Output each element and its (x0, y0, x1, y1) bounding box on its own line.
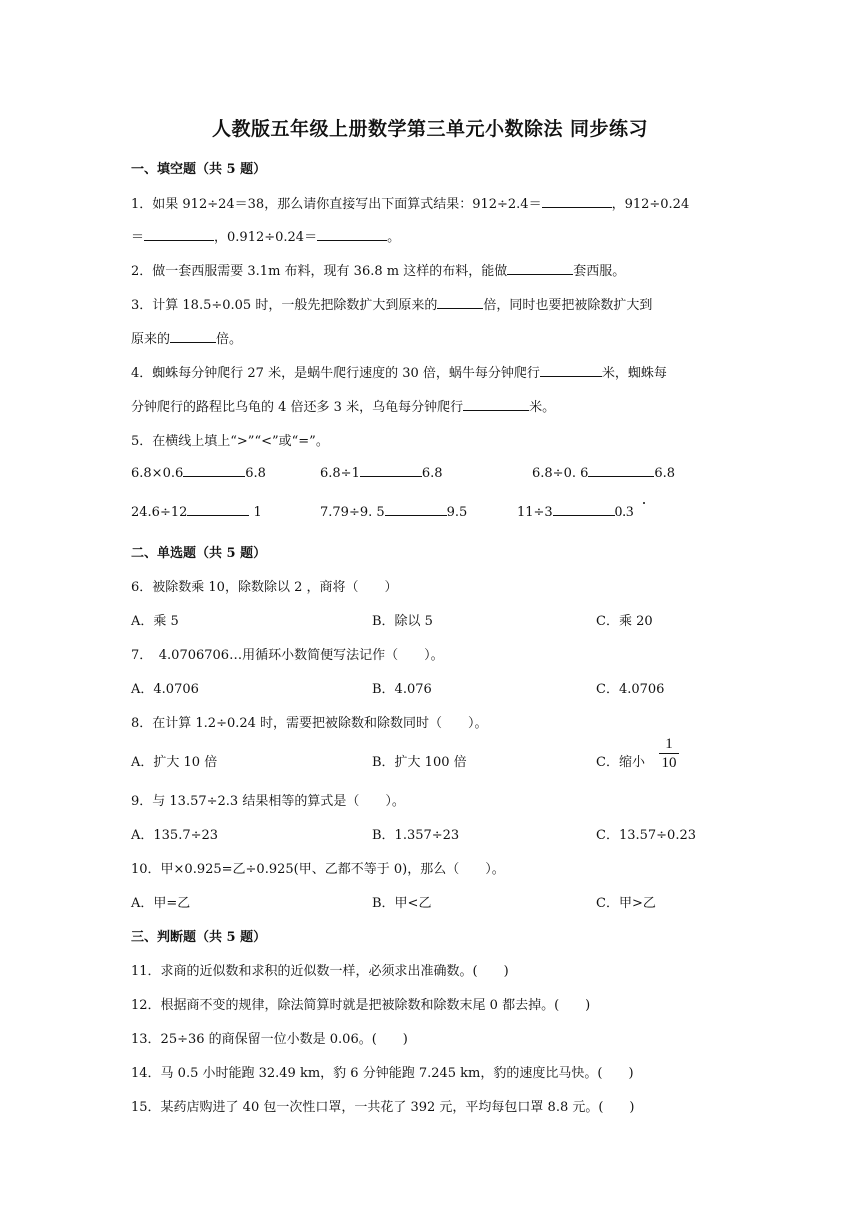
question-5-intro: 5．在横线上填上“>”“<”或“=”。 (131, 434, 329, 449)
question-11: 11．求商的近似数和求积的近似数一样，必须求出准确数。( ) (131, 964, 509, 979)
fraction-numerator: 1 (665, 736, 673, 752)
q1-text-b: ，912÷0.24 (611, 197, 690, 212)
question-14: 14．马 0.5 小时能跑 32.49 km，豹 6 分钟能跑 7.245 km，豹的速度比马快。( ) (131, 1066, 634, 1081)
answer-blank[interactable] (317, 228, 387, 241)
option-a[interactable]: A．甲=乙 (131, 896, 191, 911)
fraction-bar (659, 753, 679, 754)
compare-item (131, 503, 262, 520)
compare-right: 6.8 (421, 466, 443, 481)
option-c[interactable]: C．13.57÷0.23 (596, 828, 697, 843)
compare-right: 6.8 (654, 466, 676, 481)
option-b[interactable]: B．4.076 (372, 682, 432, 697)
option-c[interactable]: C．缩小 (596, 755, 645, 770)
answer-blank[interactable] (385, 503, 447, 516)
repeating-dot (643, 502, 645, 504)
question-15: 15．某药店购进了 40 包一次性口罩，一共花了 392 元，平均每包口罩 8.8 元。( ) (131, 1100, 635, 1115)
compare-left: 6.8÷1 (320, 466, 360, 481)
option-b[interactable]: B．甲<乙 (372, 896, 432, 911)
compare-left: 24.6÷12 (131, 505, 188, 520)
option-b[interactable]: B．除以 5 (372, 614, 433, 629)
compare-item (532, 464, 675, 481)
section-heading-fill: 一、填空题（共 5 题） (131, 162, 267, 177)
section-heading-choice: 二、单选题（共 5 题） (131, 546, 267, 561)
q1-text-d: ，0.912÷0.24＝ (214, 230, 318, 245)
q3-text-b: 倍，同时也要把被除数扩大到 (483, 298, 653, 313)
answer-blank[interactable] (170, 330, 216, 343)
fraction-one-tenth (659, 736, 679, 771)
answer-blank[interactable] (437, 296, 483, 309)
answer-blank[interactable] (187, 503, 249, 516)
option-a[interactable]: A．扩大 10 倍 (131, 755, 218, 770)
option-b[interactable]: B．1.357÷23 (372, 828, 460, 843)
page-title: 人教版五年级上册数学第三单元小数除法 同步练习 (211, 118, 649, 140)
option-c[interactable]: C．乘 20 (596, 614, 653, 629)
question-6: 6．被除数乘 10，除数除以 2 ，商将（ ） (131, 580, 398, 595)
compare-right: 1 (249, 505, 262, 520)
answer-blank[interactable] (463, 398, 529, 411)
q1-text-c: ＝ (131, 230, 145, 245)
compare-item (320, 464, 443, 481)
q2-text-a: 2．做一套西服需要 3.1m 布料，现有 36.8 m 这样的布料，能做 (131, 264, 508, 279)
option-a[interactable]: A．135.7÷23 (131, 828, 219, 843)
answer-blank[interactable] (507, 262, 573, 275)
option-b[interactable]: B．扩大 100 倍 (372, 755, 467, 770)
compare-right: 6.8 (245, 466, 266, 481)
question-4-line-2 (131, 396, 555, 415)
compare-item (517, 503, 633, 521)
question-3-line-1 (131, 294, 652, 313)
q4-text-d: 米。 (529, 400, 556, 415)
question-10: 10．甲×0.925=乙÷0.925(甲、乙都不等于 0)，那么（ ）。 (131, 862, 505, 877)
answer-blank[interactable] (553, 503, 615, 516)
option-c[interactable]: C．甲>乙 (596, 896, 656, 911)
q1-text-e: 。 (387, 230, 401, 245)
question-4-line-1 (131, 362, 667, 381)
q4-text-c: 分钟爬行的路程比乌龟的 4 倍还多 3 米，乌龟每分钟爬行 (131, 400, 464, 415)
compare-left: 6.8×0.6 (131, 466, 184, 481)
compare-item (320, 503, 467, 520)
q3-text-c: 原来的 (131, 332, 171, 347)
answer-blank[interactable] (542, 195, 612, 208)
option-a[interactable]: A．4.0706 (131, 682, 199, 697)
compare-right: 9.5 (446, 505, 468, 520)
q4-text-b: 米，蜘蛛每 (601, 366, 667, 381)
question-9: 9．与 13.57÷2.3 结果相等的算式是（ ）。 (131, 794, 405, 809)
repeating-decimal: 0.3 (614, 504, 634, 520)
question-13: 13．25÷36 的商保留一位小数是 0.06。( ) (131, 1032, 408, 1047)
answer-blank[interactable] (588, 464, 654, 477)
question-8: 8．在计算 1.2÷0.24 时，需要把被除数和除数同时（ ）。 (131, 716, 488, 731)
compare-left: 6.8÷0. 6 (532, 466, 589, 481)
question-1-line-1 (131, 193, 689, 212)
fraction-denominator: 10 (661, 755, 677, 771)
section-heading-judge: 三、判断题（共 5 题） (131, 930, 267, 945)
compare-item (131, 464, 266, 481)
question-2 (131, 260, 625, 279)
compare-left: 7.79÷9. 5 (320, 505, 385, 520)
option-c[interactable]: C．4.0706 (596, 682, 665, 697)
question-1-line-2 (131, 226, 400, 245)
compare-left: 11÷3 (517, 505, 553, 520)
question-7: 7． 4.0706706…用循环小数简便写法记作（ ）。 (131, 648, 444, 663)
question-12: 12．根据商不变的规律，除法简算时就是把被除数和除数末尾 0 都去掉。( ) (131, 998, 591, 1013)
answer-blank[interactable] (144, 228, 214, 241)
q2-text-b: 套西服。 (573, 264, 626, 279)
q4-text-a: 4．蜘蛛每分钟爬行 27 米，是蜗牛爬行速度的 30 倍，蜗牛每分钟爬行 (131, 366, 540, 381)
q1-text-a: 1．如果 912÷24＝38，那么请你直接写出下面算式结果：912÷2.4＝ (131, 197, 542, 212)
q3-text-d: 倍。 (216, 332, 243, 347)
answer-blank[interactable] (540, 364, 602, 377)
q3-text-a: 3．计算 18.5÷0.05 时，一般先把除数扩大到原来的 (131, 298, 438, 313)
answer-blank[interactable] (183, 464, 245, 477)
answer-blank[interactable] (360, 464, 422, 477)
option-a[interactable]: A．乘 5 (131, 614, 179, 629)
question-3-line-2 (131, 328, 242, 347)
